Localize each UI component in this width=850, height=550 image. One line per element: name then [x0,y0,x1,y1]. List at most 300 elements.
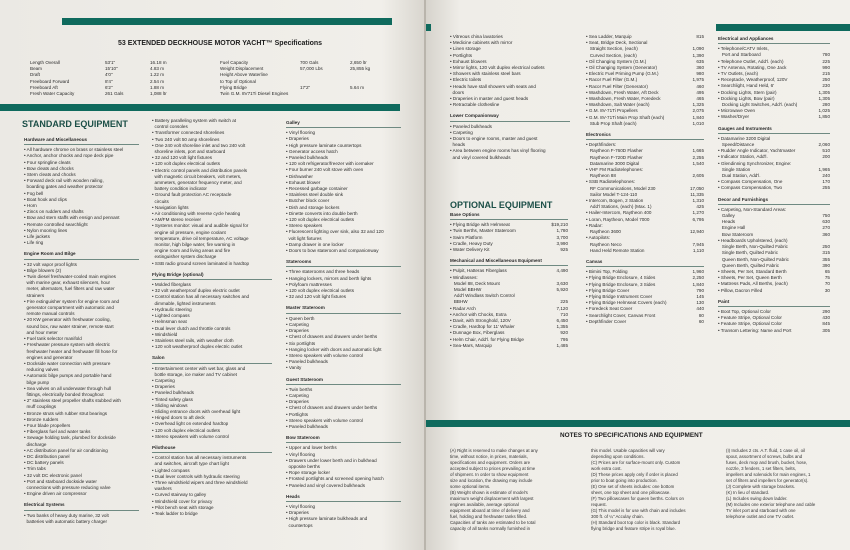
equipment-item: • Fog bell [24,190,44,196]
note-line: request. [591,502,607,507]
equipment-item: • Two banks of heavy duty marine, 32 volt [24,512,109,518]
equipment-item: • Control station has all necessary instruments [152,455,247,461]
note-line: (A) Right is reserved to make changes at any [450,448,538,453]
price-item-label: • Searchlight, Hand Held, 6' [718,83,775,89]
column-3 [286,120,401,529]
equipment-item: freshwater heater and freshwater fill hose for [24,348,118,354]
spec-cell: 1.22 m [150,72,165,78]
section-heading: Bow Stateroom [286,435,401,443]
equipment-item: ammeters, generator frequency meter, and [152,180,242,186]
equipment-item: • 2" stainless steel propeller shafts stubbed with [24,398,121,404]
price-value: 980 [696,71,704,77]
equipment-item: • Vitreous china lavatories [450,34,503,39]
price-item-label: • Microwave Oven [718,108,756,114]
price-item-label: • Radar Arch [450,305,476,311]
equipment-item: opposite berths [286,463,320,469]
price-value: 1,305 [818,89,830,95]
equipment-item: shoreline inlets, port and starboard [152,149,226,155]
equipment-item: engines and generator [24,354,73,360]
equipment-item: • Boat hook and clips [24,196,67,202]
equipment-item: with marine gear, exhaust silencers, hour [24,280,111,286]
price-item-label: • Flying Bridge Cover [586,287,630,293]
equipment-item: • Vanity [286,365,302,371]
equipment-item: • 32 volt vapor proof lights [24,261,77,267]
note-line: impellers and solenoids for main engines, 1 [726,472,811,477]
equipment-item: • Carpeting [286,321,309,327]
price-value: 6,450 [556,318,568,324]
spec-cell: to Top of Optional [220,78,256,84]
equipment-item: • AC distribution panel for air conditioning [24,447,108,453]
note-line: equipment aboard at time of delivery and [450,508,530,513]
equipment-item: engine room and living areas and fire [152,248,231,254]
price-item-label: Curved Section, (each) [586,52,637,58]
price-value: 750 [822,213,830,219]
equipment-item: • Area between engine rooms has vinyl flooring [450,148,546,154]
price-item-label: • Flying Bridge Instrument Cover [586,293,653,299]
equipment-item: muff couplings [24,404,57,410]
price-value: 1,110 [692,247,704,253]
equipment-item: • Twin berths [286,386,313,392]
price-value: 425 [696,204,704,210]
price-item-label: • Electric Fuel Priming Pump (G.M.) [586,71,659,77]
section-heading: Mechanical and Miscellaneous Equipment [450,258,568,266]
price-item-label: Raytheon 3600 [586,229,621,235]
notes-column-c [726,448,815,520]
equipment-item: • Dockside water connection with pressure [24,360,111,366]
equipment-item: • Transformer connected shorelines [152,130,225,136]
price-value: 495 [696,89,704,95]
equipment-item: • Navigation lights [152,204,189,210]
equipment-item: • Dish and storage lockers [286,204,340,210]
equipment-item: • Carpeting [286,392,309,398]
price-item-label: • Pulpit, Hatteras Fiberglass [450,268,507,274]
equipment-item: • Automatic bilge pumps and portable hand [24,373,112,379]
equipment-item: • Sewage holding tank, plumbed for dockside [24,435,116,441]
section-accent-bar [0,104,400,111]
price-item-label: • Washer/Dryer [718,114,750,120]
section-heading: Electrical and Appliances [718,36,830,44]
equipment-item: • Drawers under lower berth and in bulkhead [286,457,377,463]
price-value: 1,975 [692,77,704,83]
equipment-item: • Vinyl flooring [286,503,316,509]
price-item-label: • Washdown, Salt Water (each) [586,102,650,108]
note-line: (L) Includes swing down ladder. [726,496,788,501]
spec-cell: 2.54 m [150,78,165,84]
price-value: 12,940 [689,229,704,235]
equipment-item: battery condition indicator [152,186,207,192]
equipment-item: • 32 volt weatherproof duplex electric outlet [152,288,240,294]
equipment-item: • Paneled bulkheads [286,155,328,161]
equipment-item: • Showers with stainless steel bars [450,71,521,77]
note-line: flying bridge and feature stripe is royal blue. [591,526,676,531]
price-value: 1,965 [818,166,830,172]
spec-cell: Freeboard Forward [30,78,70,84]
price-item-label: • Transom Lettering: Name and Port [718,327,792,333]
price-item-label: • SSB Radiotelephones: [586,179,636,185]
price-value: 1,540 [692,160,704,166]
price-value: 925 [560,247,568,253]
price-item-label: • G.M. 8V-71Ti Propellers [586,108,638,114]
price-row [586,248,704,254]
price-item-label: • Hailer-Intercom, Raytheon 400 [586,210,652,216]
spec-cell: 6'2" [105,84,113,90]
equipment-item: • Control station has all necessary switches and [152,294,250,300]
equipment-item: • Fiberglass fuel and water tanks [24,429,91,435]
equipment-item: • Upper and lower berths [286,445,337,451]
spec-cell: 8'4" [105,78,113,84]
spec-cell: 15'10" [105,66,118,72]
price-item-label: Queen Berth, Quilted Fabric [718,262,780,268]
spec-cell: 53'1" [105,60,116,65]
section-heading: Base Options [450,212,568,220]
spec-cell: 1,088 ltr [150,91,167,96]
equipment-item: • 120 volt duplex electrical outlets [152,161,221,167]
price-row [718,114,830,120]
equipment-item: • Sliding entrance doors with overhead light [152,408,241,414]
price-item-label: • Sea Ladder, Marquip [586,34,632,39]
equipment-item: • Draperies [152,384,175,390]
price-item-label: • Carpeting, Non-Standard Areas: [718,206,787,212]
equipment-item: strainers [24,292,45,298]
note-line: time, without notice, in prices, materials, [450,454,528,459]
equipment-item: doors [450,89,465,95]
equipment-item: • Lighted compass [152,313,190,319]
equipment-item: • Draperies in master and guest heads [450,96,529,102]
price-item-label: Port and Starboard [718,52,761,58]
column-4-top [450,34,570,161]
equipment-item: • Recessed garbage container [286,186,348,192]
equipment-item: countertops [286,522,313,528]
standard-equipment-heading [22,119,128,130]
spec-cell: 1.88 m [150,84,165,90]
price-item-label: • Feature Stripe, Optional Color [718,321,782,327]
section-heading: Decor and Furnishings [718,197,830,205]
equipment-item: • 120 volt weatherproof duplex electric outlet [152,344,243,350]
price-item-label: • Cradle, Hardtop for 11' Whaler [450,324,515,330]
spec-cell: 25,855 kg [350,66,371,72]
price-value: 17,050 [689,185,704,191]
equipment-item: • Hanging lockers, mirrors and berth lights [286,275,372,281]
equipment-item: • Fire extinguisher system for engine room and [24,298,120,304]
price-value: 2,075 [692,108,704,114]
price-value: 7,120 [556,305,568,311]
notes-accent-bar [426,420,850,427]
price-value: 1,840 [692,281,704,287]
equipment-item: • Horn [24,203,37,209]
price-value: 5,920 [556,287,568,293]
equipment-item: • 120 volt refrigerator/freezer with icemaker [286,161,374,167]
equipment-item: • Anchor, anchor chocks and rope deck pipe [24,153,114,159]
equipment-item: • Heads have stall showers with seats and [450,83,536,89]
price-item-label: • Windlasses: [450,274,478,280]
note-line: engines available, average optional [450,502,519,507]
spec-cell: 17'2" [300,84,311,90]
equipment-item: boarding gates and weather protector [24,184,103,190]
equipment-item: • Mirror lights, 120 volt duplex electrical outlets [450,65,545,71]
equipment-item: • Draperies [286,136,309,142]
note-line: (J) Complete with storage brackets. [726,484,796,489]
section-heading: Heads [286,494,401,502]
equipment-item: • Stereo speakers [286,223,323,229]
price-item-label: Datamarine 3000 Digital [586,160,640,166]
note-line: Capacities of tanks are estimated to be total [450,520,536,525]
spec-cell: 261 Gals [105,91,124,96]
equipment-item: • Bilge blowers (2) [24,267,62,273]
price-item-label: • Indicator Station, Add'l. [718,154,768,160]
equipment-item: • 32 volt DC electronic panel [24,472,82,478]
top-accent-bar [62,18,392,25]
equipment-item: • Dual lever clutch and throttle controls [152,325,231,331]
equipment-item: • Lighted compass [152,467,190,473]
equipment-item: • Damp drawer in one locker [286,241,344,247]
equipment-item: washers [152,486,172,492]
equipment-item: • Sliding windows [152,402,188,408]
equipment-item: • Fluorescent lighting over sink, also 32 and 120 [286,229,384,235]
price-item-label: • Sheets, Per Set, Queen Berth [718,275,782,281]
price-value: 780 [822,52,830,58]
equipment-item: • Six portlights [286,340,316,346]
equipment-item: • Air conditioning with reverse cycle heating [152,211,241,217]
price-item-label: • TV Antenna, Rotating, One Jack [718,64,787,70]
price-value: 2,605 [692,173,704,179]
price-value: 250 [822,77,830,83]
equipment-item: • Hanging locker with doors and automatic light [286,346,382,352]
equipment-item: • Electric toilets [450,77,482,83]
spec-cell: 57,000 Lbs [300,66,323,72]
price-value: 225 [560,299,568,305]
equipment-item: • High pressure laminate bulkheads and [286,516,368,522]
price-row [718,185,830,191]
top-accent-bar-right-2 [716,24,850,31]
price-item-label: • Telephone Outlet, Add'l. (each) [718,58,784,64]
price-value: 1,305 [818,95,830,101]
equipment-item: • Portlights [286,411,309,417]
equipment-item: • Rope storage locker [286,470,330,476]
price-item-label: Raytheon F-720D Flasher [586,154,643,160]
equipment-item: • Dinette converts into double berth [286,210,358,216]
price-value: 390 [822,262,830,268]
equipment-item: • Paneled bulkheads [286,359,328,365]
equipment-item: • Chest of drawers and drawers under berths [286,334,378,340]
price-item-label: • Intercom, Bogen, 2 Station [586,198,644,204]
price-item-label: • Flying Bridge Enclosure, 4 Sides [586,275,656,281]
section-heading: Salon [152,355,272,363]
price-value: 460 [696,83,704,89]
equipment-item: • Carpeting [152,377,175,383]
price-value: 1,325 [692,102,704,108]
spec-cell: 700 Gals [300,60,319,65]
equipment-item: • AM/FM stereo receiver [152,217,202,223]
price-item-label: • Helm Chair, Add'l. for Flying Bridge [450,336,524,342]
spec-cell: 4'0" [105,72,113,78]
equipment-item: sound box, raw water strainer, remote start [24,323,114,329]
equipment-item: • Stern cleats and chocks [24,172,76,178]
equipment-item: bilge pump [24,379,50,385]
price-value: 1,780 [556,228,568,234]
equipment-item: and hour meter [24,329,58,335]
price-item-label: Queen Berth, Non-Quilted Fabric [718,256,789,262]
price-value: 710 [560,311,568,317]
equipment-item: • Electric control panels and distribution panels [152,167,248,173]
equipment-item: • Curved stairway to galley [152,492,207,498]
price-item-label: Raytheon Neco [586,241,622,247]
price-item-label: Docking Light Switches, Add'l. (each) [718,102,798,108]
equipment-item: and switches, aircraft type chart light [152,461,229,467]
price-item-label: • Washdown, Fresh Water, Aft Deck [586,89,659,95]
equipment-item: • Sea valves on all underwater through hull [24,385,112,391]
equipment-item: • Butcher block cover [286,198,330,204]
equipment-item: • Bronze rudders [24,416,59,422]
price-item-label: • Rudder Angle Indicator, Yachtmaster [718,148,796,154]
column-5 [586,34,704,325]
equipment-item: • Helmsman seat [152,319,187,325]
equipment-item: • Polyfoam mattresses [286,281,332,287]
equipment-item: • Paneled bulkheads [152,390,194,396]
price-item-label: • Boot Top, Optional Color [718,308,771,314]
price-item-label: • Bimini Top, Folding [586,269,628,275]
equipment-item: and vinyl covered bulkheads [450,154,511,160]
price-item-label: • Datamarine 3200 Digital [718,135,771,141]
note-line: (K) In lieu of standard. [726,490,770,495]
price-value: 215 [822,71,830,77]
equipment-item: • 20 KW generator with freshwater cooling, [24,317,111,323]
price-value: 815 [696,34,704,39]
equipment-item: • Remote controlled searchlight [24,221,88,227]
equipment-item: • Molded fiberglass [152,282,191,288]
equipment-item: • Dishwasher [286,173,313,179]
section-heading: Canvas [586,259,704,267]
price-item-label: • Pillow, Dacron Filled [718,287,763,293]
price-item-label: • Oil Changing System (Generator) [586,65,658,71]
price-item-label: • Depthfinder Cover [586,318,627,324]
price-item-label: Single Station [718,166,751,172]
price-value: 130 [696,300,704,306]
price-item-label: • Receptacle, Weatherproof, 120V [718,77,788,83]
notes-title: NOTES TO SPECIFICATIONS AND EQUIPMENT [560,432,703,439]
section-heading: Pilothouse [152,445,272,453]
section-heading: Galley [286,120,401,128]
note-line: set of filters and impellers for generator(s). [726,478,809,483]
equipment-item: • SSB radio ground screen laminated in hardtop [152,260,250,266]
spec-cell: Fresh Water Capacity [30,91,75,96]
equipment-item: control consoles [152,124,188,130]
notes-column-a [450,448,538,532]
price-item-label: • Davit, with Stronghold, 120V [450,318,511,324]
price-value: 255 [822,185,830,191]
equipment-item: • DC distribution panel [24,453,70,459]
equipment-item: • Four blade propellers [24,422,71,428]
price-item-label: • Flying Bridge Helmseat Covers (each) [586,300,667,306]
equipment-item: with magnetic circuit breakers, volt meters, [152,173,242,179]
note-line: maximum weight displacement with largest [450,496,534,501]
equipment-item: monitor, high bilge water, fire warning in [152,242,236,248]
note-line: this model. Usable capacities will vary [591,448,665,453]
note-line: accepted subject to prices prevailing at time [450,466,536,471]
right-page [426,0,850,550]
price-item-label: Galley [718,213,735,219]
spec-cell: Fuel Capacity [220,60,249,65]
equipment-item: • 120 volt duplex electrical outlets [286,288,355,294]
equipment-item: • Vinyl flooring [286,451,316,457]
equipment-item: • Paneled and vinyl covered bulkheads [286,482,365,488]
price-value: 635 [696,58,704,64]
section-heading: Electronics [586,132,704,140]
price-value: 4,490 [556,268,568,274]
note-line: fuses, deck mop and brush, bucket, hose, [726,460,808,465]
optional-equipment-heading [450,200,552,211]
price-value: 430 [822,315,830,321]
price-value: 315 [822,250,830,256]
price-item-label: • Loran, Raytheon, Model 7000 [586,216,650,222]
price-item-label: BBHW [450,299,468,305]
price-item-label: Add'l Windlass Switch Control [450,293,515,299]
price-value: 1,090 [692,46,704,52]
equipment-item: • Teak ladder to bridge [152,510,198,516]
note-line: nozzle, 3 fenders, 1 set filters, belts, [726,466,797,471]
price-item-label: • G.M. 8V-71Ti Main Prop Shaft (each) [586,114,665,120]
price-value: 630 [822,219,830,225]
price-value: 920 [560,330,568,336]
spec-cell: Length Overall [30,60,60,65]
notes-column-b [591,448,686,532]
section-heading: Gauges and Instruments [718,126,830,134]
equipment-item: • 32 and 120 volt light fixtures [286,294,347,300]
price-item-label: Add'l Stations, (each) (Max. 1) [586,204,652,210]
spec-cell: Freeboard Aft [30,84,58,90]
price-value: 1,485 [556,342,568,348]
equipment-item: • Dual lever controls with hydraulic steering [152,473,240,479]
equipment-item: • Forward deck rail with wooden railing, [24,178,104,184]
section-heading: Master Stateroom [286,305,401,313]
price-value: 3,990 [556,240,568,246]
note-line: (F) Two pillowcases for queen berths. Colors on [591,496,684,501]
price-value: 510 [822,148,830,154]
price-value: 1,390 [692,52,704,58]
spec-cell: 5.64 m [350,84,365,90]
note-line: sheet, one top sheet and one pillowcase. [591,490,671,495]
price-item-label: • Glendinning Synchronizer, Engine: [718,160,792,166]
equipment-item: • Hinged doors to aft deck [152,415,205,421]
equipment-item: • Portlights [450,52,473,58]
price-item-label: • Racor Fuel Filter (G.M.) [586,77,638,83]
equipment-item: • Carpeting [450,129,473,135]
price-item-label: Single Berth, Quilted Fabric [718,250,779,256]
equipment-item: • Stainless steel double sink [286,192,344,198]
equipment-item: heads [450,142,466,148]
equipment-item: • Doors to engine rooms, master and guest [450,136,538,142]
price-value: 355 [822,256,830,262]
price-item-label: • Washdown, Fresh Water, Foredeck [586,96,661,102]
note-line: (C) Prices are for surface-mount only. Custom [591,460,681,465]
equipment-item: • All hardware chrome on brass or stainless steel [24,147,124,153]
equipment-item: generator compartment with automatic and [24,305,114,311]
equipment-item: • Tinted safety glass [152,396,193,402]
equipment-item: • Trim tabs [24,466,46,472]
equipment-item: • High pressure laminate countertops [286,142,362,148]
equipment-item: • Pilot bench seat with storage [152,504,214,510]
price-value: 2,250 [692,275,704,281]
standard-equipment-label: STANDARD EQUIPMENT [22,119,128,129]
price-value: 1,310 [692,198,704,204]
price-value: 465 [696,96,704,102]
price-item-label: Dual Station, Add'l. [718,173,761,179]
equipment-item: bottle storage, ice maker and TV cabinet [152,371,237,377]
note-line: of shipment. In order to show equipment [450,472,529,477]
equipment-item: • Engine driven air compressor [24,491,87,497]
equipment-item: • Overhead light on extended hardtop [152,421,229,427]
price-item-label: • Swim Platform [450,234,483,240]
equipment-item: • 32 and 120 volt light fixtures [152,155,213,161]
